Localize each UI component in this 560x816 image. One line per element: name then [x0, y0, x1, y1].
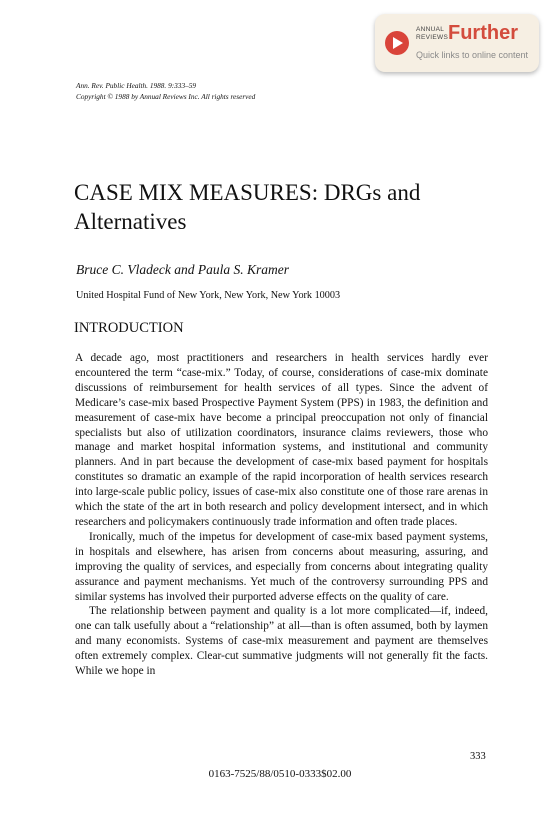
badge-small-line-2: REVIEWS — [416, 33, 449, 41]
title-line-2: Alternatives — [74, 209, 187, 234]
annual-reviews-further-badge[interactable] — [375, 14, 539, 72]
annual-reviews-logo-icon — [385, 31, 409, 55]
title-line-1: CASE MIX MEASURES: DRGs and — [74, 180, 421, 205]
page-number: 333 — [470, 751, 486, 762]
badge-publisher-label — [416, 26, 448, 41]
paragraph-1: A decade ago, most practitioners and researchers in health services hardly ever encountered the term “case-mix.” Today, of course, considerations of case-mix dominate discussions of reimbursement for health services of all types. Since the advent of Medicare’s case-mix based Prospective Payment System (PPS) in 1983, the definition and measurement of case-mix have become a principal preoccupation not only of financial specialists but also of utilization coordinators, insurance claims reviewers, those who manage and market hospital information systems, and institutional and community planners. And in part because the development of case-mix based payment for hospitals constitutes so dramatic an example of the rapid incorporation of health services research into large-scale public policy, issues of case-mix also constitute one of those rare arenas in which the state of the art in both research and policy development intersect, and in which researchers and policymakers continuously trade information and often trade places. — [75, 352, 488, 528]
badge-further-label: Further — [448, 22, 518, 44]
citation-line-2: Copyright © 1988 by Annual Reviews Inc. All rights reserved — [76, 92, 256, 101]
journal-citation — [76, 80, 255, 102]
badge-quick-links-label: Quick links to online content — [416, 50, 529, 60]
article-title — [74, 178, 420, 236]
footer-copyright-code: 0163-7525/88/0510-0333$02.00 — [208, 768, 352, 780]
citation-line-1: Ann. Rev. Public Health. 1988. 9:333–59 — [76, 81, 197, 90]
article-authors: Bruce C. Vladeck and Paula S. Kramer — [76, 262, 289, 277]
section-heading: INTRODUCTION — [74, 320, 184, 336]
body-text — [75, 351, 488, 679]
author-affiliation: United Hospital Fund of New York, New York, New York 10003 — [76, 290, 341, 301]
paragraph-2: Ironically, much of the impetus for development of case-mix based payment systems, in hospitals and elsewhere, has arisen from concerns about measuring, assuring, and improving the quality of services, and especially from concerns about integrating quality assurance and payment mechanisms. Yet much of the controversy surrounding PPS and similar systems has involved their purported adverse effects on the quality of care. — [75, 530, 488, 603]
badge-small-line-1: ANNUAL — [416, 26, 445, 33]
paragraph-3: The relationship between payment and quality is a lot more complicated—if, indeed, one can talk usefully about a “relationship” at all—than is often assumed, both by laymen and many economists. Systems of case-mix measurement and payment are themselves often extremely complex. Clear-cut summative judgments will not generally fit the facts. While we hope in — [75, 605, 488, 678]
